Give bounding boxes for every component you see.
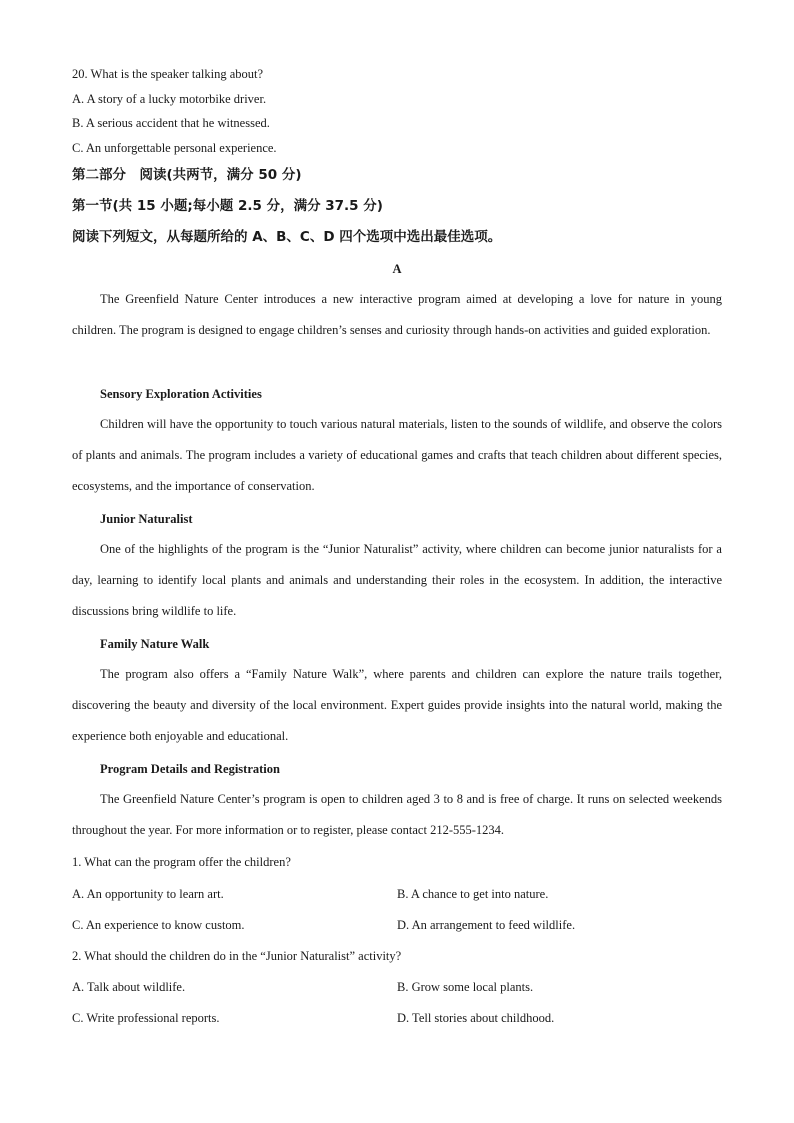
question-20-option-b: B. A serious accident that he witnessed. (72, 116, 270, 130)
question-2-option-d: D. Tell stories about childhood. (397, 1011, 555, 1025)
question-1-stem: 1. What can the program offer the children? (72, 855, 291, 869)
subsection-title: 第一节(共 15 小题;每小题 2.5 分，满分 37.5 分) (72, 198, 383, 214)
question-1-option-d: D. An arrangement to feed wildlife. (397, 918, 576, 932)
part-title: 第二部分 阅读(共两节，满分 50 分) (72, 167, 302, 183)
section-heading-junior-naturalist: Junior Naturalist (100, 512, 193, 526)
question-1-option-c: C. An experience to know custom. (72, 918, 245, 932)
section-heading-family-walk: Family Nature Walk (100, 637, 210, 651)
section-heading-sensory: Sensory Exploration Activities (100, 387, 262, 401)
section-body-family-walk: The program also offers a “Family Nature Walk”, where parents and children can explore the nature trails together, discovering the beauty and diversity of the local environment. Expert guides provide insights into the natural world, making the experience both enjoyable and educational. (72, 667, 722, 744)
section-body-junior-naturalist: One of the highlights of the program is the “Junior Naturalist” activity, where children can become junior naturalists for a day, learning to identify local plants and animals and understanding their roles in the ecosystem. In addition, the interactive discussions bring wildlife to life. (72, 542, 722, 619)
question-20-stem: 20. What is the speaker talking about? (72, 67, 264, 81)
section-body-registration: The Greenfield Nature Center’s program is open to children aged 3 to 8 and is free of charge. It runs on selected weekends throughout the year. For more information or to register, please contact 212-555-1234. (72, 792, 722, 838)
question-2-stem: 2. What should the children do in the “Junior Naturalist” activity? (72, 949, 402, 963)
passage-label: A (392, 262, 402, 276)
question-2-option-a: A. Talk about wildlife. (72, 980, 186, 994)
question-2-option-b: B. Grow some local plants. (397, 980, 534, 994)
question-20-option-c: C. An unforgettable personal experience. (72, 141, 277, 155)
question-1-option-a: A. An opportunity to learn art. (72, 887, 224, 901)
question-20-option-a: A. A story of a lucky motorbike driver. (72, 92, 267, 106)
section-body-sensory: Children will have the opportunity to touch various natural materials, listen to the sounds of wildlife, and observe the colors of plants and animals. The program includes a variety of educational games and crafts that teach children about different species, ecosystems, and the importance of conservation. (72, 417, 722, 494)
section-heading-registration: Program Details and Registration (100, 762, 280, 776)
question-2-option-c: C. Write professional reports. (72, 1011, 220, 1025)
question-1-option-b: B. A chance to get into nature. (397, 887, 549, 901)
reading-instructions: 阅读下列短文，从每题所给的 A、B、C、D 四个选项中选出最佳选项。 (72, 229, 502, 245)
passage-intro: The Greenfield Nature Center introduces a new interactive program aimed at developing a love for nature in young children. The program is designed to engage children’s senses and curiosity through hands-on activities and guided exploration. (72, 292, 722, 338)
